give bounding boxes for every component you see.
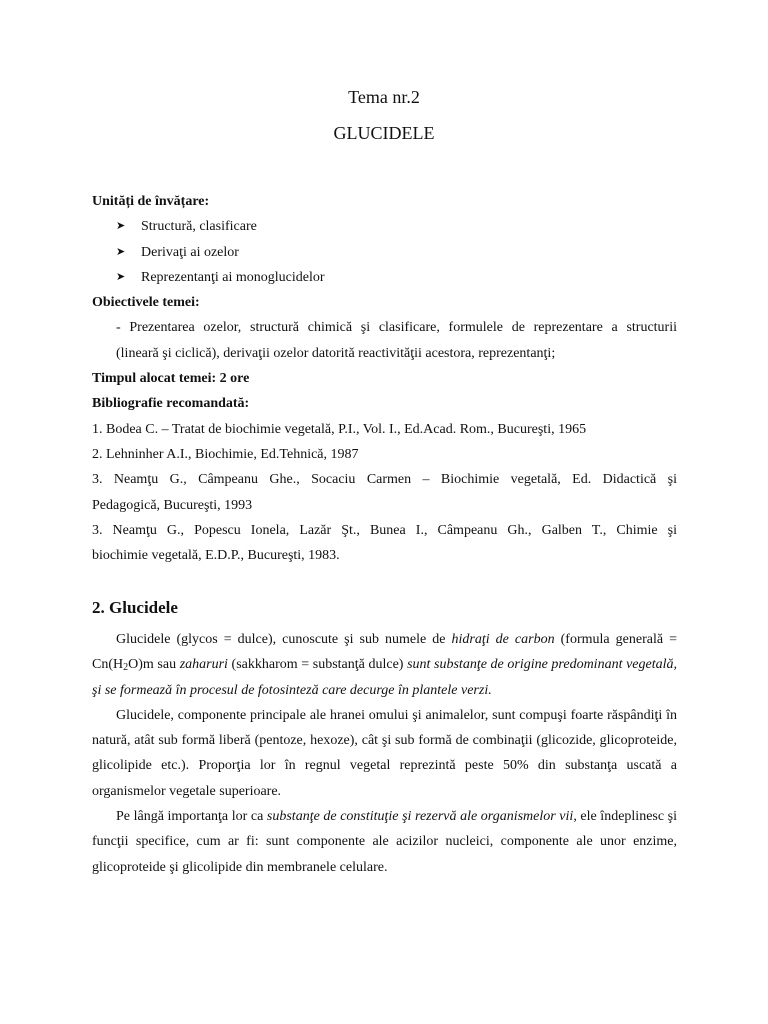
unit-item: ➤ Derivaţi ai ozelor	[92, 240, 677, 265]
bibliography-entry: 1. Bodea C. – Tratat de biochimie vegetală, P.I., Vol. I., Ed.Acad. Rom., Bucureşti, 1965	[92, 421, 587, 437]
paragraph: Pe lângă importanţa lor ca substanţe de constituţie şi rezervă ale organismelor vii, ele îndeplinesc şi funcţii specifice, cum ar fi: sunt componente ale acizilor nucleici, componente ale unor enzime, glicoproteide şi glicolipide din membranele celulare.	[92, 809, 677, 875]
objectives-text: - Prezentarea ozelor, structură chimică şi clasificare, formulele de reprezentare a structurii	[116, 320, 677, 336]
unit-item: ➤ Structură, clasificare	[92, 214, 677, 239]
bibliography-entry-cont: biochimie vegetală, E.D.P., Bucureşti, 1983.	[92, 548, 340, 564]
intro-section	[92, 189, 677, 568]
paragraph: Glucidele (glycos = dulce), cunoscute şi sub numele de hidraţi de carbon (formula generală = $Cn(H_2O)m$ sau zaharuri (sakkharom = substanţă dulce) sunt substanţe de origine predominant vegetală, şi se formează în procesul de fotosinteză care decurge în plantele verzi.	[92, 632, 677, 698]
paragraph: Glucidele, componente principale ale hranei omului şi animalelor, sunt compuşi foarte răspândiţi în natură, atât sub formă liberă (pentoze, hexoze), cât şi sub formă de combinaţii (glicozide, glicoproteide, glicolipide etc.). Proporţia lor în regnul vegetal reprezintă peste 50% din substanţa uscată a organismelor vegetale superioare.	[92, 707, 677, 799]
unit-item: ➤ Reprezentanţi ai monoglucidelor	[92, 265, 677, 290]
bibliography-entry-cont: Pedagogică, Bucureşti, 1993	[92, 497, 253, 513]
lesson-number: Tema nr.2	[348, 87, 420, 107]
time-allocated: Timpul alocat temei: 2 ore	[92, 371, 250, 387]
objectives-text: (lineară şi ciclică), derivaţii ozelor datorită reactivităţii acestora, reprezentanţi;	[116, 345, 556, 361]
units-heading: Unități de învățare:	[92, 194, 210, 209]
bibliography-entry: 2. Lehninher A.I., Biochimie, Ed.Tehnică, 1987	[92, 446, 359, 462]
objectives-heading: Obiectivele temei:	[92, 295, 200, 311]
bibliography-heading: Bibliografie recomandată:	[92, 396, 250, 412]
bibliography-entry: 3. Neamţu G., Popescu Ionela, Lazăr Şt., Bunea I., Câmpeanu Gh., Galben T., Chimie şi	[92, 522, 677, 538]
section-body	[92, 627, 677, 880]
lesson-title: GLUCIDELE	[333, 123, 435, 143]
bibliography-entry: 3. Neamţu G., Câmpeanu Ghe., Socaciu Carmen – Biochimie vegetală, Ed. Didactică şi	[92, 472, 677, 488]
arrow-bullet-icon: ➤	[116, 270, 126, 283]
section-heading: 2. Glucidele	[92, 598, 178, 617]
arrow-bullet-icon: ➤	[116, 245, 126, 258]
arrow-bullet-icon: ➤	[116, 220, 126, 233]
